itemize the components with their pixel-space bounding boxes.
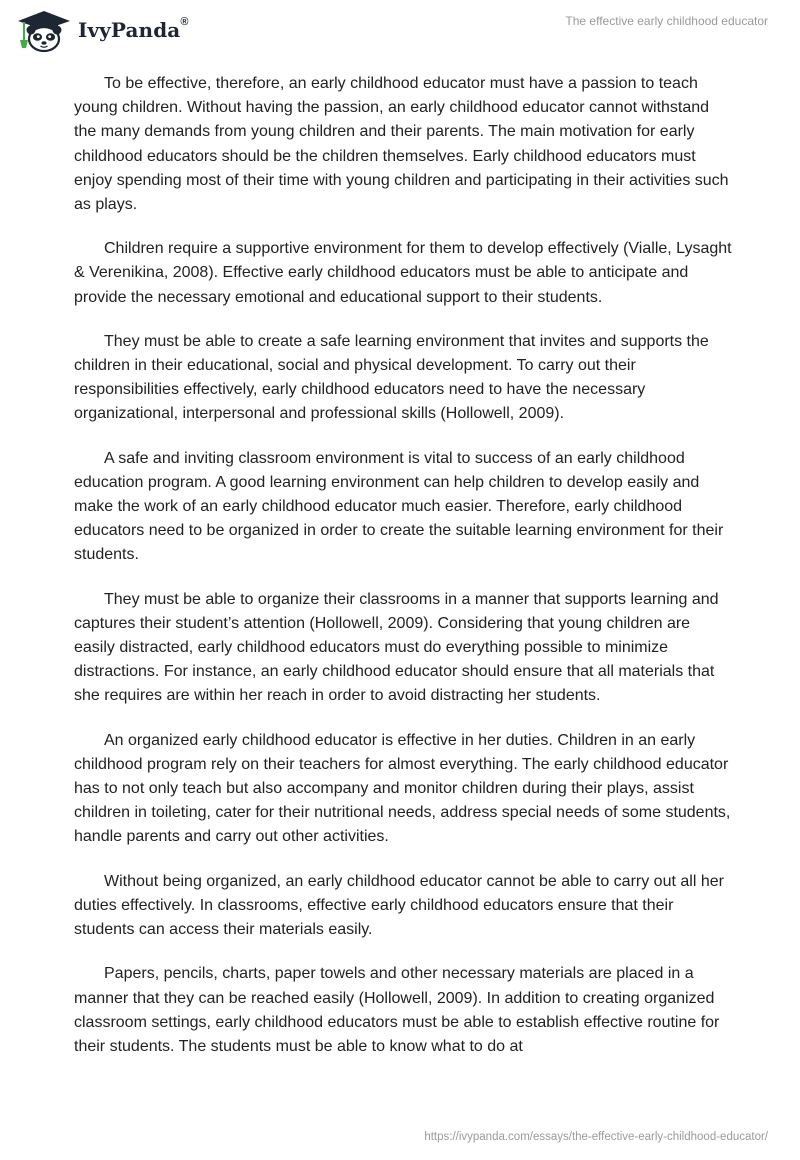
paragraph: An organized early childhood educator is effective in her duties. Children in an early childhood program rely on their teachers for almost everything. The early childhood educator has to not only teach but also accompany and monitor children during their plays, assist children in toileting, cater for their nutritional needs, address special needs of some students, handle parents and carry out other activities. (74, 731, 731, 846)
paragraph: They must be able to organize their classrooms in a manner that supports learning and captures their student’s attention (Hollowell, 2009). Considering that young children are easily distracted, early childhood educators must do everything possible to minimize distractions. For instance, an early childhood educator should ensure that all materials that she requires are within her reach in order to avoid distracting her students. (74, 590, 719, 705)
source-url-link[interactable]: https://ivypanda.com/essays/the-effective-early-childhood-educator/ (424, 1131, 768, 1143)
panda-graduation-cap-logo-icon (14, 6, 72, 54)
registered-mark: ® (180, 16, 189, 28)
paragraph: They must be able to create a safe learning environment that invites and supports the children in their educational, social and physical development. To carry out their responsibilities effectively, early childhood educators need to have the necessary organizational, interpersonal and professional skills (Hollowell, 2009). (74, 332, 709, 423)
paragraph: A safe and inviting classroom environment is vital to success of an early childhood education program. A good learning environment can help children to develop easily and make the work of an early childhood educator much easier. Therefore, early childhood educators need to be organized in order to create the suitable learning environment for their students. (74, 449, 724, 564)
essay-body (74, 72, 734, 1079)
paragraph: Without being organized, an early childhood educator cannot be able to carry out all her duties effectively. In classrooms, effective early childhood educators ensure that their students can access their materials easily. (74, 872, 724, 939)
document-title: The effective early childhood educator (565, 14, 768, 28)
paragraph: Papers, pencils, charts, paper towels and other necessary materials are placed in a manner that they can be reached easily (Hollowell, 2009). In addition to creating organized classroom settings, early childhood educators must be able to establish effective routine for their students. The students must be able to know what to do at (74, 965, 720, 1055)
paragraph: To be effective, therefore, an early childhood educator must have a passion to teach young children. Without having the passion, an early childhood educator cannot withstand the many demands from young children and their parents. The main motivation for early childhood educators should be the children themselves. Early childhood educators must enjoy spending most of their time with young children and participating in their activities such as plays. (74, 75, 729, 214)
paragraph: Children require a supportive environment for them to develop effectively (Vialle, Lysaght & Verenikina, 2008). Effective early childhood educators must be able to anticipate and provide the necessary emotional and educational support to their students. (74, 240, 732, 306)
brand-name: IvyPanda® (78, 16, 189, 42)
brand-logo[interactable] (14, 6, 189, 54)
page-header (0, 0, 800, 70)
